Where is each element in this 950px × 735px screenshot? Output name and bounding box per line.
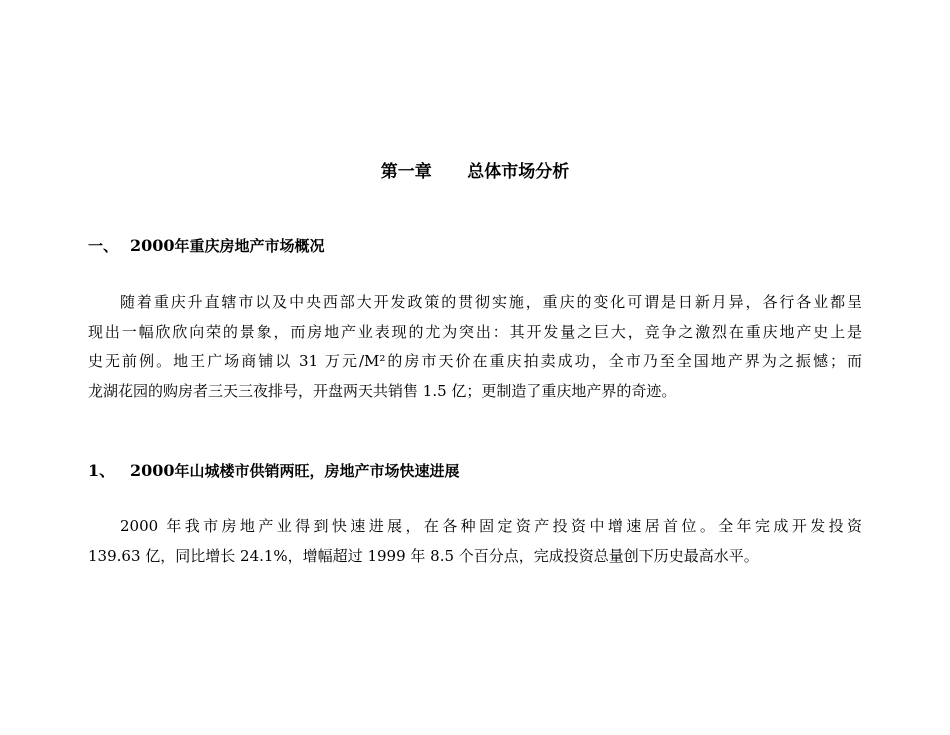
paragraph-overview [88, 290, 862, 404]
section-title: 年山城楼市供销两旺，房地产市场快速进展 [174, 462, 460, 480]
section-heading-2 [88, 460, 460, 482]
section-year: 2000 [130, 236, 175, 255]
section-title: 年重庆房地产市场概况 [174, 237, 325, 255]
paragraph-line: 龙湖花园的购房者三天三夜排号，开盘两天共销售 1.5 亿；更制造了重庆地产界的奇迹。 [88, 381, 677, 400]
paragraph-line: 史无前例。地王广场商铺以 31 万元/M²的房市天价在重庆拍卖成功，全市乃至全国地产界为之振憾；而 [88, 352, 862, 371]
chapter-title: 第一章 总体市场分析 [380, 162, 570, 182]
paragraph-line: 随着重庆升直辖市以及中央西部大开发政策的贯彻实施，重庆的变化可谓是日新月异，各行各业都呈 [120, 293, 862, 311]
section-year: 2000 [130, 461, 175, 480]
section-number: 1、 [88, 461, 116, 480]
paragraph-line: 2000 年我市房地产业得到快速进展，在各种固定资产投资中增速居首位。全年完成开发投资 [120, 517, 862, 535]
section-number: 一、 [88, 237, 119, 255]
paragraph-growth [88, 514, 862, 569]
section-heading-1 [88, 235, 325, 257]
paragraph-line: 139.63 亿，同比增长 24.1%，增幅超过 1999 年 8.5 个百分点，完成投资总量创下历史最高水平。 [88, 546, 759, 565]
paragraph-line: 现出一幅欣欣向荣的景象，而房地产业表现的尤为突出：其开发量之巨大，竞争之激烈在重庆地产史上是 [88, 322, 862, 341]
